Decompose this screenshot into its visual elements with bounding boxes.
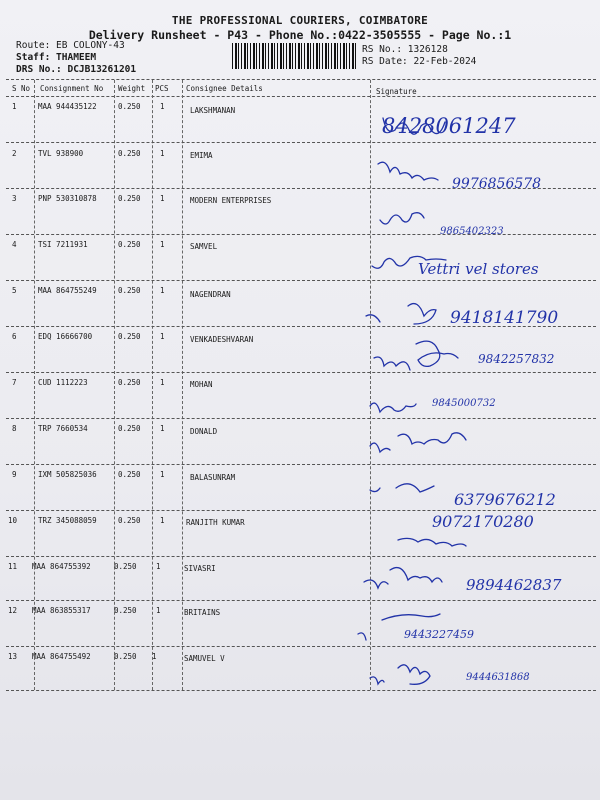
cell-pcs: 1 <box>152 652 157 661</box>
signature-phone: 6379676212 <box>454 490 556 509</box>
signature-mark <box>366 315 380 322</box>
cell-consignee: DONALD <box>190 427 218 436</box>
cell-consignment: TVL 938900 <box>38 149 84 158</box>
cell-sno: 12 <box>8 606 18 615</box>
signature-mark <box>370 443 390 452</box>
signature-mark <box>390 568 442 582</box>
row-divider <box>6 280 596 281</box>
row-divider <box>6 142 596 143</box>
signature-mark <box>358 633 366 640</box>
cell-consignment: MAA 864755492 <box>32 652 91 661</box>
cell-consignment: MAA 864755392 <box>32 562 91 571</box>
cell-consignee: EMIMA <box>190 151 213 160</box>
signature-phone: 8428061247 <box>382 114 516 138</box>
signature-phone: 9072170280 <box>432 512 534 531</box>
cell-consignment: MAA 863855317 <box>32 606 91 615</box>
cell-consignee: SAMVEL <box>190 242 218 251</box>
signature-phone: Vettri vel stores <box>418 260 539 278</box>
signature-mark <box>398 433 466 444</box>
cell-weight: 0.250 <box>118 149 141 158</box>
signature-mark <box>382 614 440 620</box>
header-bottom-rule <box>6 96 596 97</box>
signature-mark <box>380 213 424 224</box>
cell-consignee: LAKSHMANAN <box>190 106 236 115</box>
cell-consignment: TRZ 345088059 <box>38 516 97 525</box>
cell-consignee: RANJITH KUMAR <box>186 518 245 527</box>
rs-date: RS Date: 22-Feb-2024 <box>362 56 477 67</box>
row-divider <box>6 510 596 511</box>
col-divider <box>34 80 35 690</box>
staff-label: Staff: THAMEEM <box>16 52 97 63</box>
cell-consignment: CUD 1112223 <box>38 378 88 387</box>
signature-phone: 9418141790 <box>450 308 559 328</box>
cell-pcs: 1 <box>160 424 165 433</box>
signature-mark <box>396 484 434 492</box>
col-divider <box>152 80 153 690</box>
cell-pcs: 1 <box>160 194 165 203</box>
cell-sno: 4 <box>12 240 17 249</box>
cell-consignment: EDQ 16666700 <box>38 332 93 341</box>
col-header-sno: S No <box>12 84 31 93</box>
row-divider <box>6 372 596 373</box>
signature-mark <box>370 403 416 412</box>
signature-mark <box>370 488 380 492</box>
cell-pcs: 1 <box>160 286 165 295</box>
cell-weight: 0.250 <box>118 286 141 295</box>
cell-consignee: VENKADESHVARAN <box>190 335 254 344</box>
signature-phone: 9842257832 <box>478 352 555 366</box>
cell-consignee: MOHAN <box>190 380 213 389</box>
runsheet-subtitle: Delivery Runsheet - P43 - Phone No.:0422-3505555 - Page No.:1 <box>88 28 512 42</box>
signature-phone: 9443227459 <box>404 628 474 641</box>
cell-weight: 0.250 <box>118 378 141 387</box>
cell-consignee: NAGENDRAN <box>190 290 231 299</box>
signature-mark <box>370 677 384 684</box>
cell-weight: 0.250 <box>118 194 141 203</box>
row-divider <box>6 418 596 419</box>
cell-sno: 10 <box>8 516 18 525</box>
cell-weight: 0.250 <box>118 424 141 433</box>
cell-pcs: 1 <box>160 332 165 341</box>
cell-pcs: 1 <box>160 470 165 479</box>
cell-pcs: 1 <box>160 516 165 525</box>
signature-mark <box>408 304 436 324</box>
cell-pcs: 1 <box>160 240 165 249</box>
signature-phone: 9444631868 <box>466 672 530 683</box>
cell-consignee: SIVASRI <box>184 564 216 573</box>
row-divider <box>6 326 596 327</box>
cell-pcs: 1 <box>156 562 161 571</box>
signature-phone: 9894462837 <box>466 576 562 594</box>
col-divider <box>370 80 371 690</box>
cell-consignment: TSI 7211931 <box>38 240 88 249</box>
col-header-pcs: PCS <box>155 84 169 93</box>
cell-consignee: BRITAINS <box>184 608 221 617</box>
signature-phone: 9976856578 <box>452 176 542 192</box>
cell-pcs: 1 <box>160 149 165 158</box>
signature-mark <box>416 341 458 366</box>
cell-sno: 9 <box>12 470 17 479</box>
col-header-weight: Weight <box>118 84 146 93</box>
drs-number: DRS No.: DCJB13261201 <box>16 64 137 75</box>
cell-sno: 11 <box>8 562 18 571</box>
company-title: THE PROFESSIONAL COURIERS, COIMBATORE <box>171 14 429 27</box>
col-header-signature: Signature <box>376 87 417 96</box>
signature-mark <box>378 162 438 180</box>
header-top-rule <box>6 79 596 80</box>
cell-consignee: SAMUVEL V <box>184 654 225 663</box>
row-divider <box>6 646 596 647</box>
cell-consignment: TRP 7660534 <box>38 424 88 433</box>
row-divider <box>6 556 596 557</box>
cell-pcs: 1 <box>156 606 161 615</box>
cell-sno: 5 <box>12 286 17 295</box>
cell-pcs: 1 <box>160 102 165 111</box>
col-header-consignment: Consignment No <box>40 84 104 93</box>
cell-sno: 8 <box>12 424 17 433</box>
cell-weight: 0.250 <box>114 606 137 615</box>
cell-sno: 13 <box>8 652 18 661</box>
row-divider <box>6 188 596 189</box>
cell-weight: 0.250 <box>114 562 137 571</box>
cell-weight: 0.250 <box>118 516 141 525</box>
signature-phone: 9845000732 <box>432 398 496 409</box>
signature-mark <box>398 538 466 546</box>
signature-phone: 9865402323 <box>440 226 504 237</box>
cell-weight: 0.250 <box>114 652 137 661</box>
signature-mark <box>398 665 430 685</box>
cell-sno: 2 <box>12 149 17 158</box>
signature-mark <box>374 357 410 370</box>
cell-weight: 0.250 <box>118 332 141 341</box>
col-divider <box>182 80 183 690</box>
row-divider <box>6 464 596 465</box>
cell-weight: 0.250 <box>118 470 141 479</box>
table-bottom-rule <box>6 690 596 691</box>
col-header-consignee: Consignee Details <box>186 84 263 93</box>
barcode <box>232 43 356 69</box>
cell-sno: 6 <box>12 332 17 341</box>
cell-sno: 3 <box>12 194 17 203</box>
route-label: Route: EB COLONY-43 <box>16 40 125 51</box>
cell-consignment: PNP 530310878 <box>38 194 97 203</box>
cell-consignee: BALASUNRAM <box>190 473 236 482</box>
row-divider <box>6 234 596 235</box>
cell-weight: 0.250 <box>118 102 141 111</box>
cell-sno: 1 <box>12 102 17 111</box>
signature-mark <box>364 580 388 588</box>
row-divider <box>6 600 596 601</box>
cell-pcs: 1 <box>160 378 165 387</box>
cell-consignment: IXM 505825036 <box>38 470 97 479</box>
col-divider <box>114 80 115 690</box>
cell-consignment: MAA 864755249 <box>38 286 97 295</box>
cell-sno: 7 <box>12 378 17 387</box>
cell-weight: 0.250 <box>118 240 141 249</box>
cell-consignment: MAA 944435122 <box>38 102 97 111</box>
rs-number: RS No.: 1326128 <box>362 44 448 55</box>
cell-consignee: MODERN ENTERPRISES <box>190 196 272 205</box>
